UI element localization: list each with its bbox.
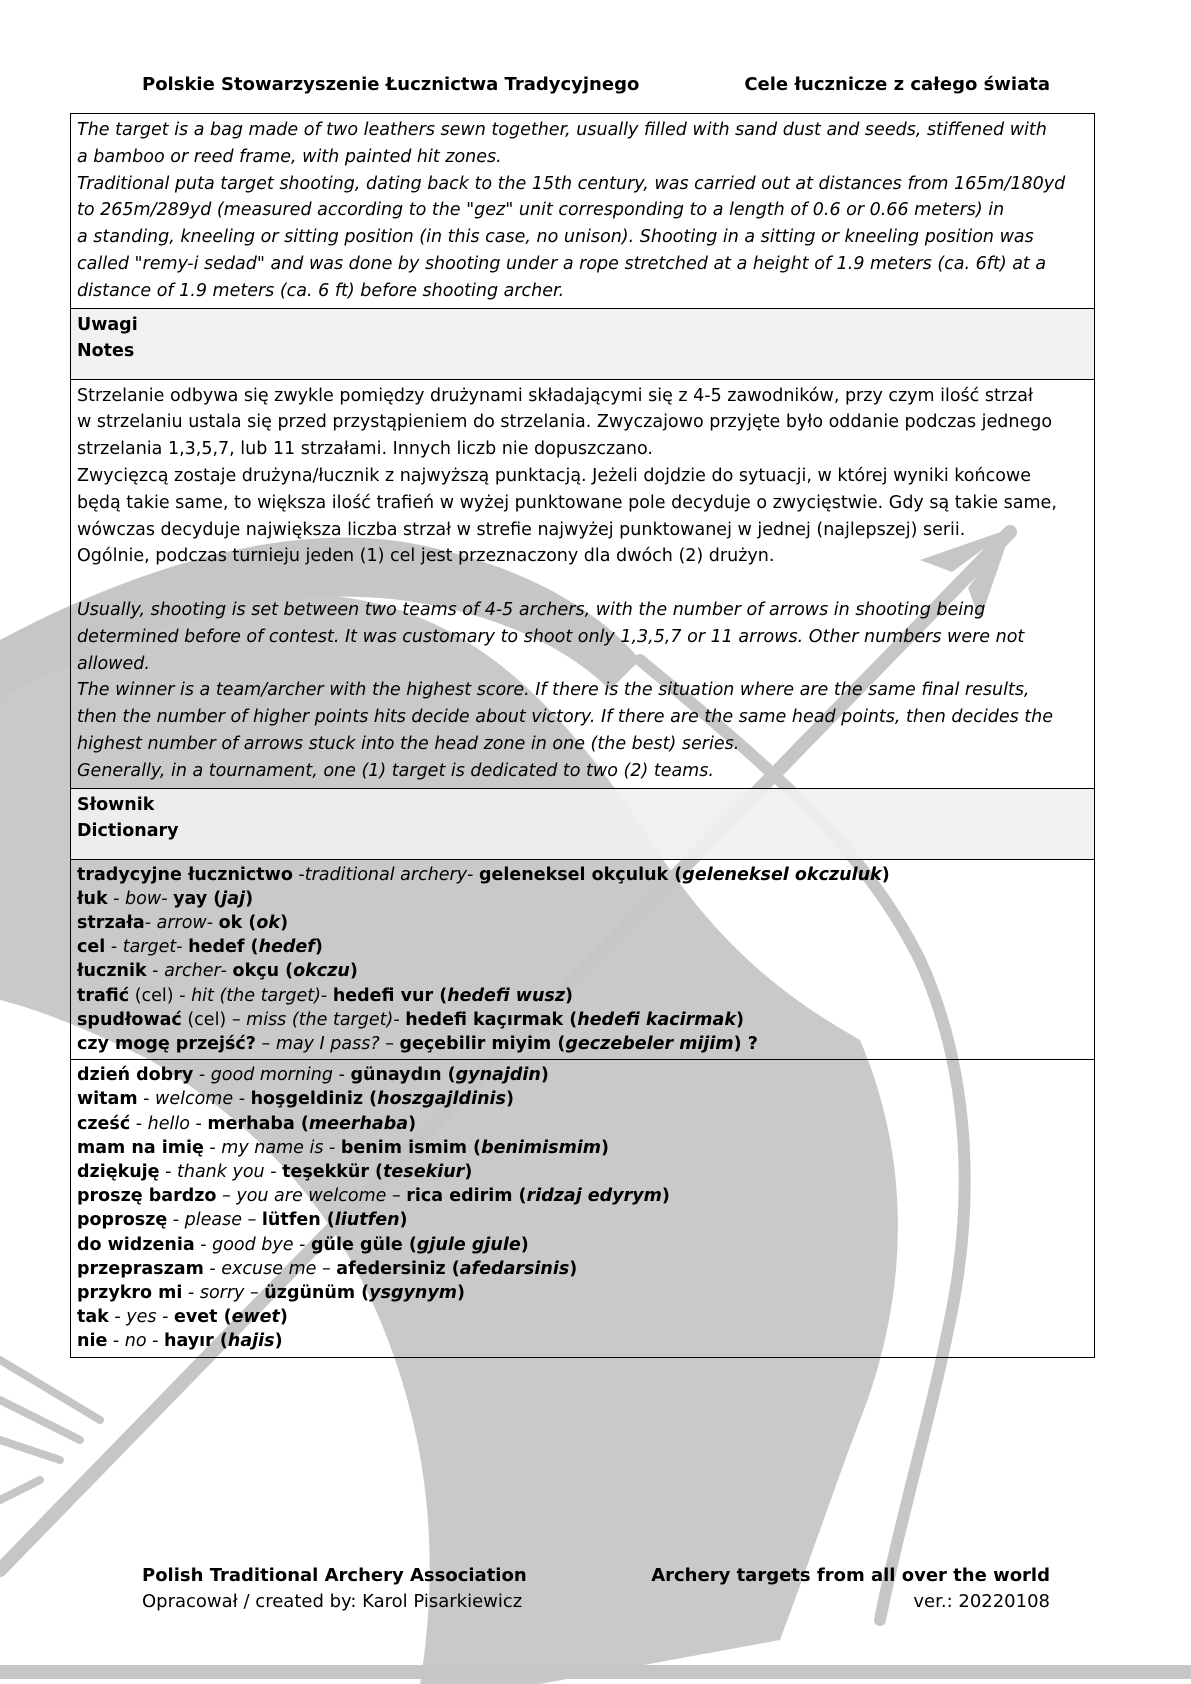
term-turkish: rica edirim [406, 1186, 513, 1207]
term-pronunciation: gjule gjule [416, 1234, 521, 1255]
term-english: arrow [156, 912, 207, 933]
separator: - [146, 961, 165, 982]
separator: – [379, 1033, 400, 1054]
separator: - [233, 1089, 251, 1110]
dictionary-entry [77, 911, 1089, 935]
paren: ) [540, 1065, 549, 1086]
term-turkish: hedef [188, 937, 245, 958]
term-pronunciation: ok [256, 912, 281, 933]
term-turkish: hoşgeldiniz [250, 1089, 364, 1110]
dictionary-archery-terms [71, 859, 1094, 1060]
paren: ( [213, 1331, 228, 1352]
paren: ) [464, 1161, 473, 1182]
separator: - [146, 1331, 165, 1352]
term-polish: przykro mi [77, 1282, 183, 1303]
footer-left [142, 1563, 527, 1615]
notes-en-line: determined before of contest. It was customary to shoot only 1,3,5,7 or 11 arrows. Other numbers were not [77, 626, 1025, 647]
term-polish: tak [77, 1307, 109, 1328]
term-pronunciation: benimismim [481, 1137, 602, 1158]
paren: ( [441, 1065, 456, 1086]
paren: ( [244, 937, 259, 958]
term-pronunciation: okczu [293, 961, 350, 982]
separator: - [161, 888, 174, 909]
notes-header-en: Notes [77, 341, 135, 362]
separator: - [323, 1137, 341, 1158]
notes-pl-line: strzelania 1,3,5,7, lub 11 strzałami. Innych liczb nie dopuszczano. [77, 439, 653, 460]
separator: - [203, 1137, 222, 1158]
term-turkish: benim ismim [340, 1137, 467, 1158]
separator: - [293, 1234, 311, 1255]
footer-version: ver.: 20220108 [913, 1591, 1050, 1612]
term-pronunciation: ewet [231, 1307, 280, 1328]
separator: - [173, 985, 192, 1006]
term-pronunciation: tesekiur [383, 1161, 465, 1182]
paren: ) [735, 1009, 744, 1030]
term-polish: łucznik [77, 961, 147, 982]
separator: – [255, 1033, 276, 1054]
term-turkish: afedersiniz [336, 1258, 446, 1279]
footer-association-en: Polish Traditional Archery Association [142, 1565, 527, 1586]
separator: – [386, 1186, 407, 1207]
paren: ( [363, 1089, 378, 1110]
paren: ( [466, 1137, 482, 1158]
dictionary-entry [77, 1136, 1089, 1160]
paren: ( [368, 1161, 384, 1182]
term-polish: strzała [77, 912, 145, 933]
term-polish: łuk [77, 888, 108, 909]
term-english: thank you [177, 1161, 265, 1182]
term-polish: nie [77, 1331, 108, 1352]
term-turkish: üzgünüm [264, 1282, 356, 1303]
notes-pl-line: Strzelanie odbywa się zwykle pomiędzy drużynami składającymi się z 4-5 zawodników, przy czym ilość strzał [77, 385, 1033, 406]
notes-section [71, 379, 1094, 788]
notes-en-line: The winner is a team/archer with the highest score. If there is the situation where are the same final results, [77, 680, 1030, 701]
notes-en-line: then the number of higher points hits decide about victory. If there are the same head points, then decides the [77, 707, 1054, 728]
term-english: may I pass? [275, 1033, 380, 1054]
intro-line: a bamboo or reed frame, with painted hit zones. [77, 146, 502, 167]
dictionary-entry [77, 1112, 1089, 1136]
intro-line: a standing, kneeling or sitting position (in this case, no unison). Shooting in a sitting or kneeling position was [77, 227, 1034, 248]
paren: ) [733, 1033, 742, 1054]
separator: - [159, 1161, 177, 1182]
term-turkish: evet [173, 1307, 218, 1328]
paren: ( [512, 1186, 527, 1207]
separator: – [244, 1282, 265, 1303]
term-pronunciation: ysgynym [369, 1282, 458, 1303]
footer-author: Opracował / created by: Karol Pisarkiewicz [142, 1591, 523, 1612]
separator: - [264, 1161, 283, 1182]
paren: ) [245, 888, 254, 909]
term-pronunciation: hoszgajldinis [377, 1089, 506, 1110]
term-turkish: güle güle [311, 1234, 403, 1255]
dictionary-entry [77, 984, 1089, 1008]
separator: – [226, 1009, 247, 1030]
dictionary-entry [77, 1305, 1089, 1329]
term-polish: spudłować [77, 1009, 182, 1030]
term-pronunciation: liutfen [334, 1210, 400, 1231]
term-english: hit (the target) [191, 985, 321, 1006]
paren: ) [399, 1210, 408, 1231]
term-pronunciation: hedefi wusz [447, 985, 566, 1006]
paren: ( [320, 1210, 335, 1231]
paren: ( [551, 1033, 566, 1054]
separator: – [216, 1186, 237, 1207]
separator: - [107, 888, 126, 909]
paren: ( [279, 961, 294, 982]
dictionary-entry [77, 1329, 1089, 1353]
paren: ) [314, 937, 323, 958]
term-polish: mam na imię [77, 1137, 204, 1158]
paren: ) [565, 985, 574, 1006]
term-pronunciation: geczebeler mijim [565, 1033, 734, 1054]
term-english: hello [147, 1113, 190, 1134]
term-english: yes [126, 1307, 157, 1328]
separator: - [182, 1282, 200, 1303]
paren: ( [668, 864, 683, 885]
separator: - [176, 937, 189, 958]
term-pronunciation: afedarsinis [459, 1258, 570, 1279]
paren: ) [408, 1113, 417, 1134]
separator: - [108, 1307, 127, 1328]
dictionary-entry [77, 863, 1089, 887]
notes-en [77, 597, 1089, 785]
separator: - [333, 1065, 351, 1086]
term-english: bow [125, 888, 162, 909]
term-turkish: hedefi kaçırmak [405, 1009, 564, 1030]
notes-pl-line: wówczas decyduje największa liczba strzał w strefie najwyżej punktowanej w jednej (najlepszej) serii. [77, 519, 966, 540]
separator: - [193, 1065, 211, 1086]
term-polish: do widzenia [77, 1234, 195, 1255]
paren: ) [505, 1089, 514, 1110]
separator: - [467, 864, 479, 885]
paren: ( [217, 1307, 232, 1328]
separator: - [292, 864, 305, 885]
term-turkish: lütfen [261, 1210, 321, 1231]
dictionary-entry [77, 1008, 1089, 1032]
dictionary-entry [77, 1208, 1089, 1232]
term-pronunciation: hedefi kacirmak [577, 1009, 736, 1030]
term-polish: dziękuję [77, 1161, 160, 1182]
separator: - [107, 1331, 125, 1352]
term-english: traditional archery [304, 864, 468, 885]
notes-header [71, 308, 1094, 379]
paren: ) [569, 1258, 578, 1279]
dictionary-header [71, 788, 1094, 859]
separator: - [167, 1210, 185, 1231]
paren: ) [349, 961, 358, 982]
paren: ( [294, 1113, 309, 1134]
term-turkish: yay [173, 888, 208, 909]
notes-pl-line: będą takie same, to większa ilość trafień w wyżej punktowane pole decyduje o zwycięstwie. Gdy są takie same, [77, 492, 1057, 513]
dictionary-entry [77, 1184, 1089, 1208]
dictionary-entry [77, 887, 1089, 911]
intro-section [71, 114, 1094, 308]
term-pronunciation: hajis [227, 1331, 275, 1352]
separator: - [220, 961, 233, 982]
term-polish: czy mogę przejść? [77, 1033, 256, 1054]
dictionary-entry [77, 935, 1089, 959]
intro-line: distance of 1.9 meters (ca. 6 ft) before shooting archer. [77, 280, 565, 301]
notes-spacer [77, 570, 1089, 597]
term-english: miss (the target) [246, 1009, 394, 1030]
dictionary-entry [77, 1233, 1089, 1257]
term-pronunciation: meerhaba [308, 1113, 409, 1134]
paren: ( [402, 1234, 417, 1255]
content-table [70, 113, 1095, 1358]
term-pronunciation: hedef [258, 937, 315, 958]
notes-header-pl: Uwagi [77, 314, 138, 335]
term-english: archer [164, 961, 221, 982]
term-polish: przepraszam [77, 1258, 204, 1279]
term-turkish: hedefi vur [332, 985, 434, 1006]
dictionary-greetings [71, 1059, 1094, 1356]
notes-pl-line: Zwycięzcą zostaje drużyna/łucznik z najwyższą punktacją. Jeżeli dojdzie do sytuacji, w której wyniki końcowe [77, 465, 1031, 486]
term-turkish: ok [218, 912, 243, 933]
paren: ( [207, 888, 222, 909]
term-english: good bye [212, 1234, 294, 1255]
separator: - [320, 985, 333, 1006]
term-english: good morning [210, 1065, 333, 1086]
dictionary-entry [77, 1032, 1089, 1056]
dictionary-entry [77, 959, 1089, 983]
dictionary-entry [77, 1063, 1089, 1087]
term-english: sorry [199, 1282, 245, 1303]
term-polish: cel [77, 937, 106, 958]
term-english: please [184, 1210, 243, 1231]
term-polish: dzień dobry [77, 1065, 194, 1086]
paren: ) [280, 912, 289, 933]
separator: – [316, 1258, 337, 1279]
notes-en-line: Generally, in a tournament, one (1) target is dedicated to two (2) teams. [77, 760, 714, 781]
term-english: no [124, 1331, 147, 1352]
term-turkish: geçebilir miyim [399, 1033, 552, 1054]
header-document-title-pl: Cele łucznicze z całego świata [744, 74, 1050, 95]
dictionary-entry [77, 1160, 1089, 1184]
notes-pl [77, 383, 1089, 571]
term-tail: ? [741, 1033, 758, 1054]
paren: ( [242, 912, 257, 933]
term-english: you are welcome [236, 1186, 387, 1207]
paren: ( [433, 985, 448, 1006]
term-turkish: hayır [164, 1331, 214, 1352]
separator: - [206, 912, 219, 933]
intro-line: Traditional puta target shooting, dating back to the 15th century, was carried out at distances from 165m/180yd [77, 173, 1066, 194]
intro-line: The target is a bag made of two leathers sewn together, usually filled with sand dust and seeds, stiffened with [77, 120, 1047, 140]
term-pronunciation: geleneksel okczuluk [682, 864, 882, 885]
paren: ) [279, 1307, 288, 1328]
paren: ( [563, 1009, 578, 1030]
separator: - [203, 1258, 222, 1279]
term-english: welcome [155, 1089, 234, 1110]
separator: – [242, 1210, 262, 1231]
paren: ) [661, 1186, 670, 1207]
paren: ) [274, 1331, 283, 1352]
separator: - [130, 1113, 148, 1134]
separator: - [156, 1307, 174, 1328]
paren: ) [520, 1234, 529, 1255]
separator: - [189, 1113, 208, 1134]
notes-pl-line: w strzelaniu ustala się przed przystąpieniem do strzelania. Zwyczajowo przyjęte było oddanie podczas jednego [77, 412, 1053, 433]
term-turkish: okçu [232, 961, 280, 982]
dictionary-entry [77, 1281, 1089, 1305]
paren: ( [445, 1258, 460, 1279]
footer-right [651, 1563, 1050, 1615]
term-turkish: geleneksel okçuluk [479, 864, 669, 885]
term-turkish: merhaba [207, 1113, 295, 1134]
separator: - [144, 912, 157, 933]
term-polish: poproszę [77, 1210, 168, 1231]
term-english: my name is [221, 1137, 324, 1158]
dictionary-entry [77, 1087, 1089, 1111]
notes-en-line: highest number of arrows stuck into the head zone in one (the best) series. [77, 733, 740, 754]
separator: - [105, 937, 123, 958]
term-pronunciation: gynajdin [455, 1065, 541, 1086]
term-polish-note: (cel) [129, 985, 174, 1006]
dictionary-entry [77, 1257, 1089, 1281]
term-polish: proszę bardzo [77, 1186, 217, 1207]
paren: ) [881, 864, 890, 885]
term-polish: cześć [77, 1113, 131, 1134]
term-polish-note: (cel) [181, 1009, 227, 1030]
separator: - [137, 1089, 156, 1110]
notes-pl-line: Ogólnie, podczas turnieju jeden (1) cel jest przeznaczony dla dwóch (2) drużyn. [77, 546, 775, 567]
footer-document-title-en: Archery targets from all over the world [651, 1565, 1050, 1586]
term-pronunciation: ridzaj edyrym [526, 1186, 662, 1207]
term-turkish: günaydın [350, 1065, 442, 1086]
intro-line: to 265m/289yd (measured according to the "gez" unit corresponding to a length of 0.6 or 0.66 meters) in [77, 200, 1005, 221]
paren: ( [355, 1282, 370, 1303]
separator: - [393, 1009, 406, 1030]
term-pronunciation: jaj [221, 888, 246, 909]
paren: ) [457, 1282, 466, 1303]
term-polish: trafić [77, 985, 130, 1006]
paren: ) [601, 1137, 610, 1158]
separator: - [194, 1234, 213, 1255]
dictionary-header-en: Dictionary [77, 821, 179, 842]
header-association-pl: Polskie Stowarzyszenie Łucznictwa Tradycyjnego [142, 74, 640, 95]
notes-en-line: Usually, shooting is set between two teams of 4-5 archers, with the number of arrows in shooting being [77, 599, 986, 620]
notes-en-line: allowed. [77, 653, 150, 674]
term-turkish: teşekkür [282, 1161, 369, 1182]
term-english: excuse me [221, 1258, 317, 1279]
intro-line: called "remy-i sedad" and was done by shooting under a rope stretched at a height of 1.9 meters (ca. 6ft) at a [77, 253, 1047, 274]
term-polish: witam [77, 1089, 138, 1110]
dictionary-header-pl: Słownik [77, 794, 155, 815]
term-english: target [122, 937, 177, 958]
term-polish: tradycyjne łucznictwo [77, 864, 293, 885]
